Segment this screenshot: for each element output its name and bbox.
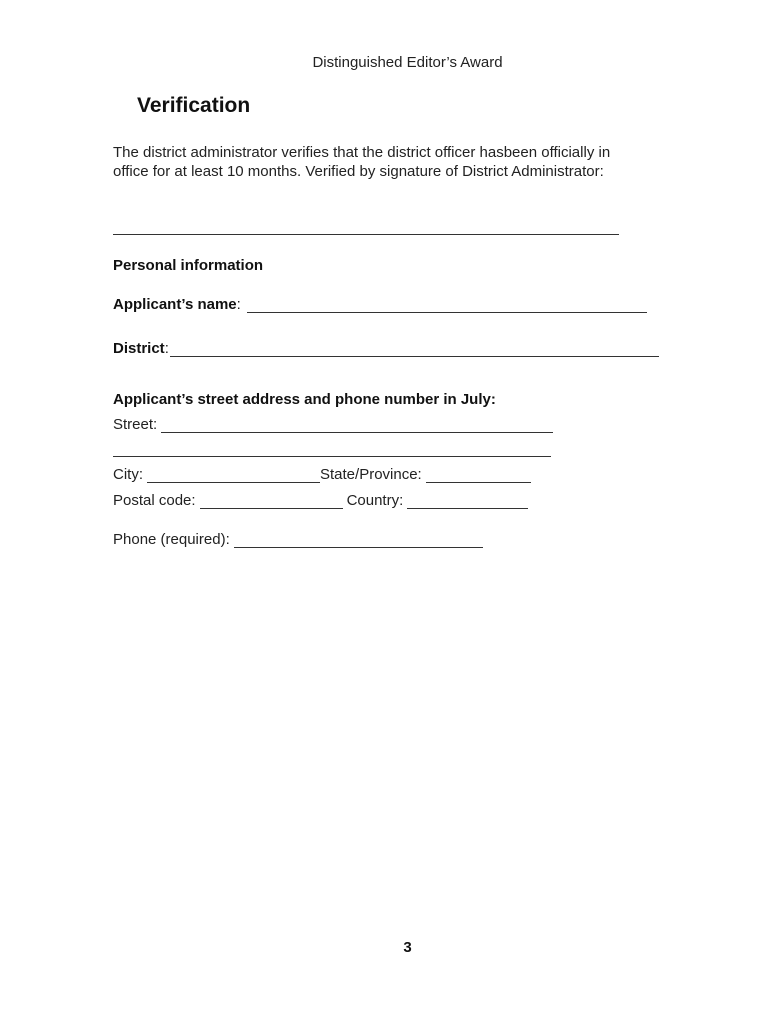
page-number: 3 (403, 939, 412, 956)
city-state-row (113, 466, 531, 483)
applicant-name-colon: : (236, 296, 241, 313)
street-row (113, 416, 553, 433)
postal-country-row (113, 492, 528, 509)
postal-field[interactable] (200, 494, 343, 509)
street-label: Street: (113, 416, 158, 433)
applicant-name-label: Applicant’s name (113, 296, 237, 313)
verification-paragraph: The district administrator verifies that the district officer hasbeen officially in office for at least 10 months. Verified by signature of District Administrator: (113, 144, 611, 180)
city-label: City: (113, 466, 143, 483)
document-title: Distinguished Editor’s Award (312, 54, 503, 71)
district-row (113, 340, 659, 357)
administrator-signature-line[interactable] (113, 234, 619, 235)
city-field[interactable] (147, 468, 320, 483)
postal-label: Postal code: (113, 492, 196, 509)
country-label: Country: (346, 492, 404, 509)
country-field[interactable] (407, 494, 528, 509)
state-field[interactable] (426, 468, 531, 483)
verification-heading: Verification (137, 94, 251, 117)
phone-label: Phone (required): (113, 531, 230, 548)
applicant-name-field[interactable] (247, 298, 647, 313)
phone-row (113, 531, 483, 548)
district-field[interactable] (170, 342, 659, 357)
street-field[interactable] (161, 418, 553, 433)
applicant-name-row (113, 296, 647, 313)
phone-field[interactable] (234, 533, 483, 548)
district-colon: : (164, 340, 169, 357)
state-label: State/Province: (320, 466, 422, 483)
district-label: District (113, 340, 165, 357)
personal-info-heading: Personal information (113, 257, 264, 274)
address-heading: Applicant’s street address and phone number in July: (113, 391, 496, 408)
street-field-line-2[interactable] (113, 456, 551, 457)
